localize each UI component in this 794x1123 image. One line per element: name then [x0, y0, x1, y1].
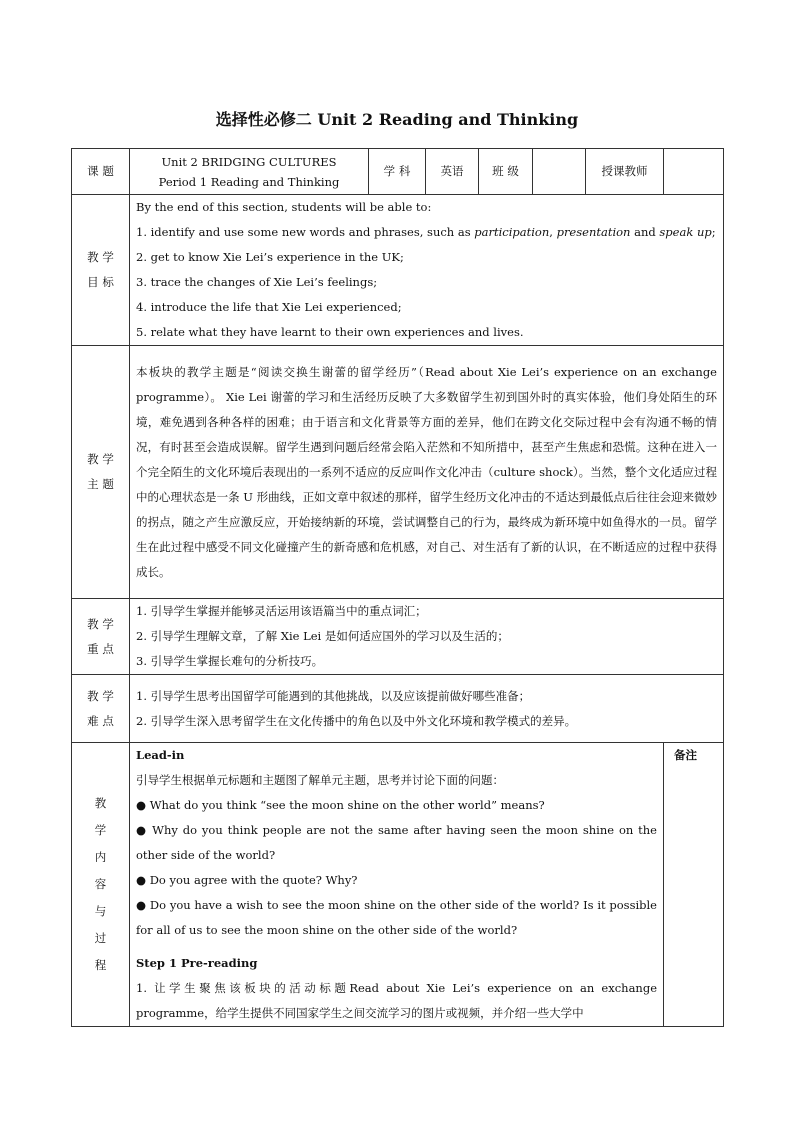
topic-label: 课 题 [72, 149, 130, 195]
page-title: 选择性必修二 Unit 2 Reading and Thinking [215, 110, 579, 129]
topic-line-2: Period 1 Reading and Thinking [158, 174, 340, 189]
difficulties-row [72, 675, 724, 743]
topic-cell [130, 149, 369, 195]
leadin-question-2: ● Why do you think people are not the same after having seen the moon shine on the other side of the world? [136, 823, 657, 862]
key-points-label: 教 学 重 点 [72, 599, 130, 675]
difficulty-2: 2. 引导学生深入思考留学生在文化传播中的角色以及中外文化环境和教学模式的差异。 [136, 713, 577, 728]
process-label: 教 学 内 容 与 过 程 [72, 743, 130, 1027]
leadin-question-1: ● What do you think “see the moon shine on the other world” means? [136, 798, 545, 812]
lesson-plan-table [71, 148, 724, 1027]
objectives-intro: By the end of this section, students will be able to: [136, 200, 432, 214]
objectives-label: 教 学 目 标 [72, 195, 130, 346]
class-value [533, 149, 586, 195]
difficulties-label: 教 学 难 点 [72, 675, 130, 743]
objective-item-3: 3. trace the changes of Xie Lei’s feelings; [136, 275, 378, 289]
objectives-content [130, 195, 724, 346]
key-points-content [130, 599, 724, 675]
theme-row [72, 346, 724, 599]
topic-line-1: Unit 2 BRIDGING CULTURES [161, 154, 337, 169]
step1-text: 1. 让学生聚焦该板块的活动标题Read about Xie Lei’s experience on an exchange programme，给学生提供不同国家学生之间交流学习的图片或视频，并介绍一些大学中 [136, 981, 657, 1020]
header-row [72, 149, 724, 195]
key-point-3: 3. 引导学生掌握长难句的分析技巧。 [136, 654, 324, 668]
leadin-intro: 引导学生根据单元标题和主题图了解单元主题，思考并讨论下面的问题： [136, 773, 504, 787]
class-label: 班 级 [479, 149, 533, 195]
objective-item-4: 4. introduce the life that Xie Lei experienced; [136, 300, 402, 314]
key-points-row [72, 599, 724, 675]
leadin-heading: Lead-in [136, 748, 185, 762]
objectives-row [72, 195, 724, 346]
subject-value: 英语 [426, 149, 479, 195]
objective-item-2: 2. get to know Xie Lei’s experience in the UK; [136, 250, 404, 264]
objective-item-1: 1. identify and use some new words and phrases, such as participation, presentation and speak up; [136, 225, 716, 239]
theme-label: 教 学 主 题 [72, 346, 130, 599]
teacher-label: 授课教师 [586, 149, 664, 195]
difficulty-1: 1. 引导学生思考出国留学可能遇到的其他挑战，以及应该提前做好哪些准备； [136, 688, 531, 703]
leadin-question-3: ● Do you agree with the quote? Why? [136, 873, 358, 887]
key-point-2: 2. 引导学生理解文章，了解 Xie Lei 是如何适应国外的学习以及生活的； [136, 629, 509, 643]
objective-item-5: 5. relate what they have learnt to their own experiences and lives. [136, 325, 524, 339]
difficulties-content [130, 675, 724, 743]
teacher-value [664, 149, 724, 195]
process-row [72, 743, 724, 1027]
leadin-question-4: ● Do you have a wish to see the moon shine on the other side of the world? Is it possible for all of us to see the moon shine on the other side of the world? [136, 898, 657, 937]
notes-label: 备注 [664, 743, 724, 1027]
subject-label: 学 科 [369, 149, 426, 195]
key-point-1: 1. 引导学生掌握并能够灵活运用该语篇当中的重点词汇； [136, 604, 427, 618]
step1-heading: Step 1 Pre-reading [136, 956, 258, 970]
process-content [130, 743, 664, 1027]
theme-text: 本板块的教学主题是“阅读交换生谢蕾的留学经历”（Read about Xie Lei’s experience on an exchange programme）。 Xie Lei 谢蕾的学习和生活经历反映了大多数留学生初到国外时的真实体验，他们身处陌生的环境，难免遇到各种各样的困难；由于语言和文化背景等方面的差异，他们在跨文化交际过程中会有沟通不畅的情况，有时甚至会造成误解。留学生遇到问题后经常会陷入茫然和不知所措中，甚至产生焦虑和恐慌。这种在进入一个完全陌生的文化环境后表现出的一系列不适应的反应叫作文化冲击（culture shock）。当然，整个文化适应过程中的心理状态是一条 U 形曲线，正如文章中叙述的那样，留学生经历文化冲击的不适达到最低点后往往会迎来微妙的拐点，随之产生应激反应，开始接纳新的环境，尝试调整自己的行为，最终成为新环境中如鱼得水的一员。留学生在此过程中感受不同文化碰撞产生的新奇感和危机感，对自己、对生活有了新的认识，在不断适应的过程中获得成长。 [130, 346, 724, 599]
